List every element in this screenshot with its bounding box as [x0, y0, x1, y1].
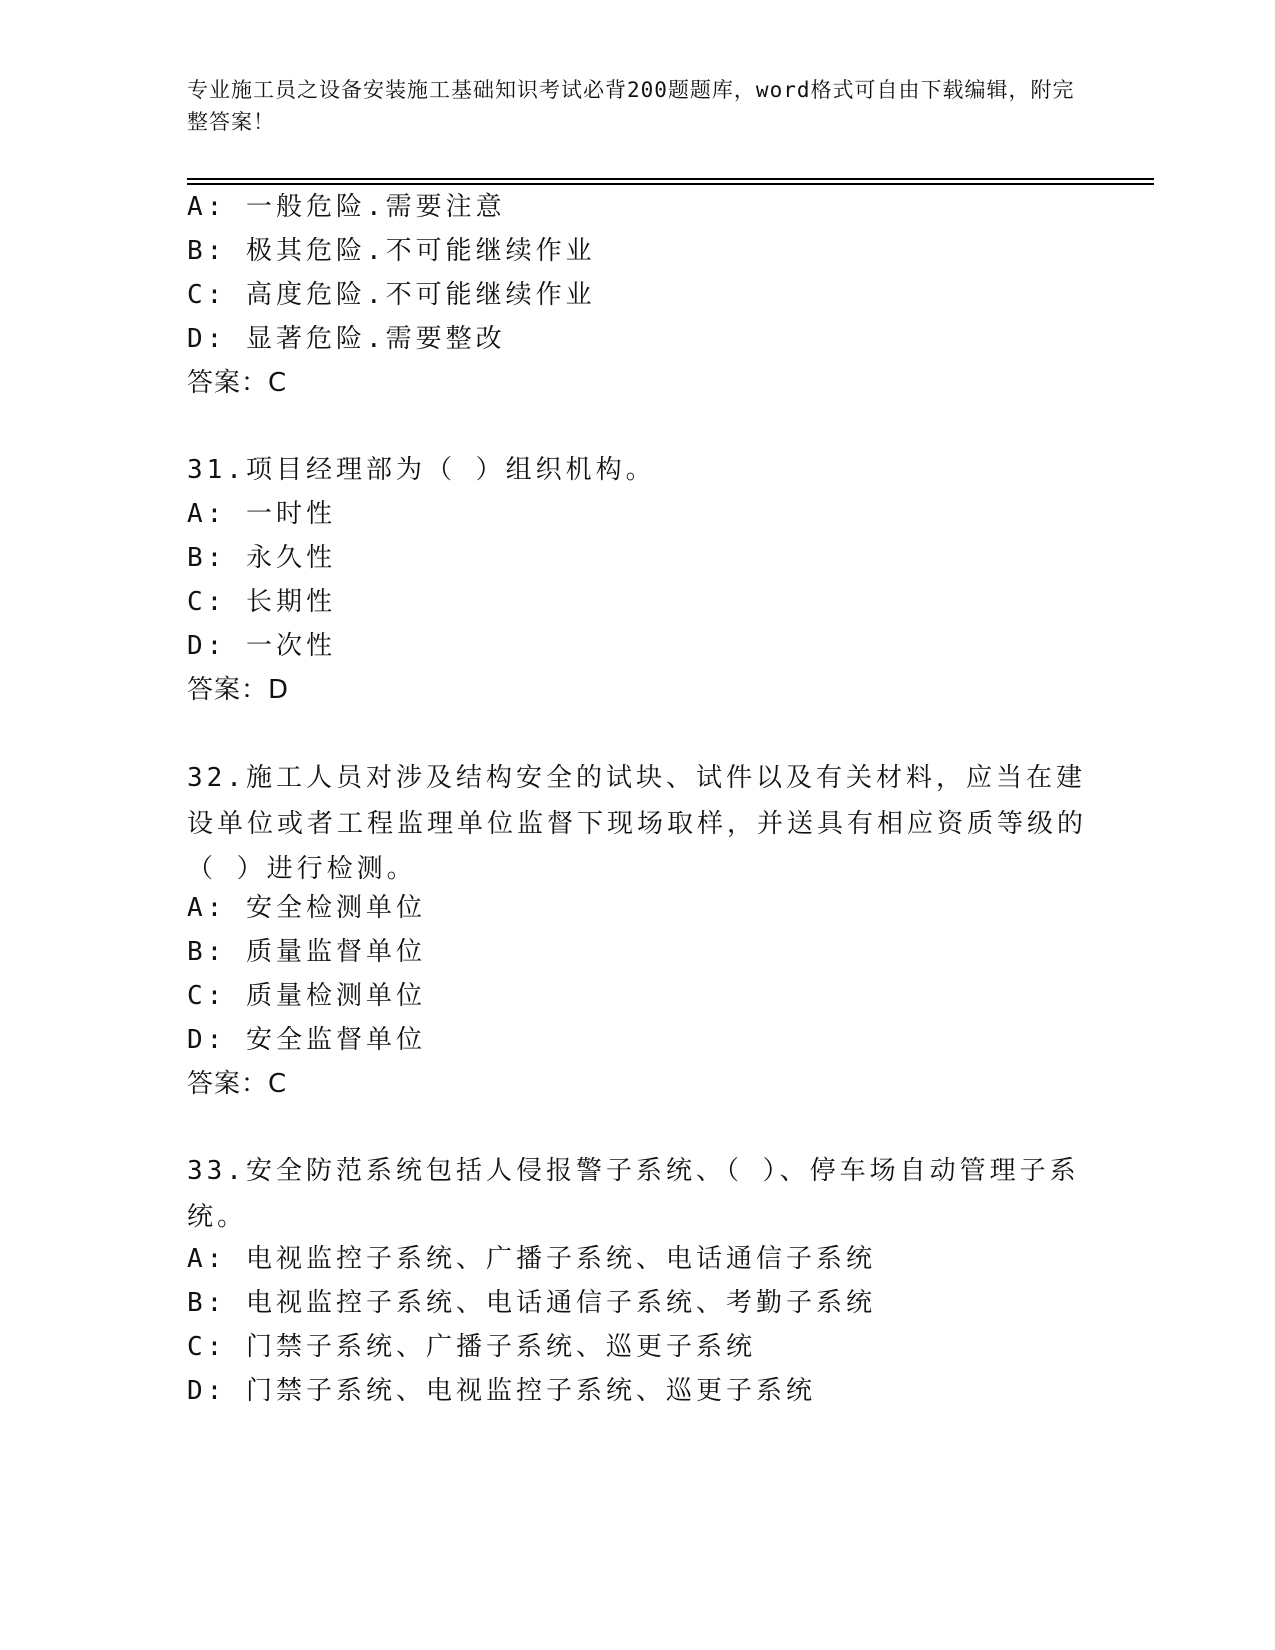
- q32-answer: 答案：C: [187, 1069, 288, 1099]
- q32-option-b: B: 质量监督单位: [187, 937, 426, 967]
- q31-option-d: D: 一次性: [187, 631, 336, 661]
- q32-option-c: C: 质量检测单位: [187, 981, 426, 1011]
- q32-option-a: A: 安全检测单位: [187, 893, 426, 923]
- q30-option-c: C: 高度危险.不可能继续作业: [187, 280, 596, 310]
- q31-answer: 答案：D: [187, 675, 290, 705]
- q30-answer: 答案：C: [187, 368, 288, 398]
- q33-option-b: B: 电视监控子系统、电话通信子系统、考勤子系统: [187, 1288, 876, 1318]
- q31-stem: 31.项目经理部为（ ）组织机构。: [187, 455, 656, 485]
- document-header: 专业施工员之设备安装施工基础知识考试必背200题题库，word格式可自由下载编辑，附完整答案！: [187, 78, 1075, 134]
- header-divider-top: [187, 178, 1154, 180]
- header-divider-bottom: [187, 183, 1154, 185]
- q33-stem: 33.安全防范系统包括人侵报警子系统、（ ）、停车场自动管理子系统。: [187, 1156, 1080, 1232]
- q30-option-d: D: 显著危险.需要整改: [187, 324, 506, 354]
- q32-option-d: D: 安全监督单位: [187, 1025, 426, 1055]
- q32-stem: 32.施工人员对涉及结构安全的试块、试件以及有关材料，应当在建设单位或者工程监理单位监督下现场取样，并送具有相应资质等级的（ ）进行检测。: [187, 763, 1088, 884]
- q31-option-c: C: 长期性: [187, 587, 336, 617]
- q31-option-b: B: 永久性: [187, 543, 336, 573]
- q30-option-b: B: 极其危险.不可能继续作业: [187, 236, 596, 266]
- q33-option-d: D: 门禁子系统、电视监控子系统、巡更子系统: [187, 1376, 816, 1406]
- q31-option-a: A: 一时性: [187, 499, 336, 529]
- q33-option-a: A: 电视监控子系统、广播子系统、电话通信子系统: [187, 1244, 876, 1274]
- q30-option-a: A: 一般危险.需要注意: [187, 192, 506, 222]
- q33-option-c: C: 门禁子系统、广播子系统、巡更子系统: [187, 1332, 756, 1362]
